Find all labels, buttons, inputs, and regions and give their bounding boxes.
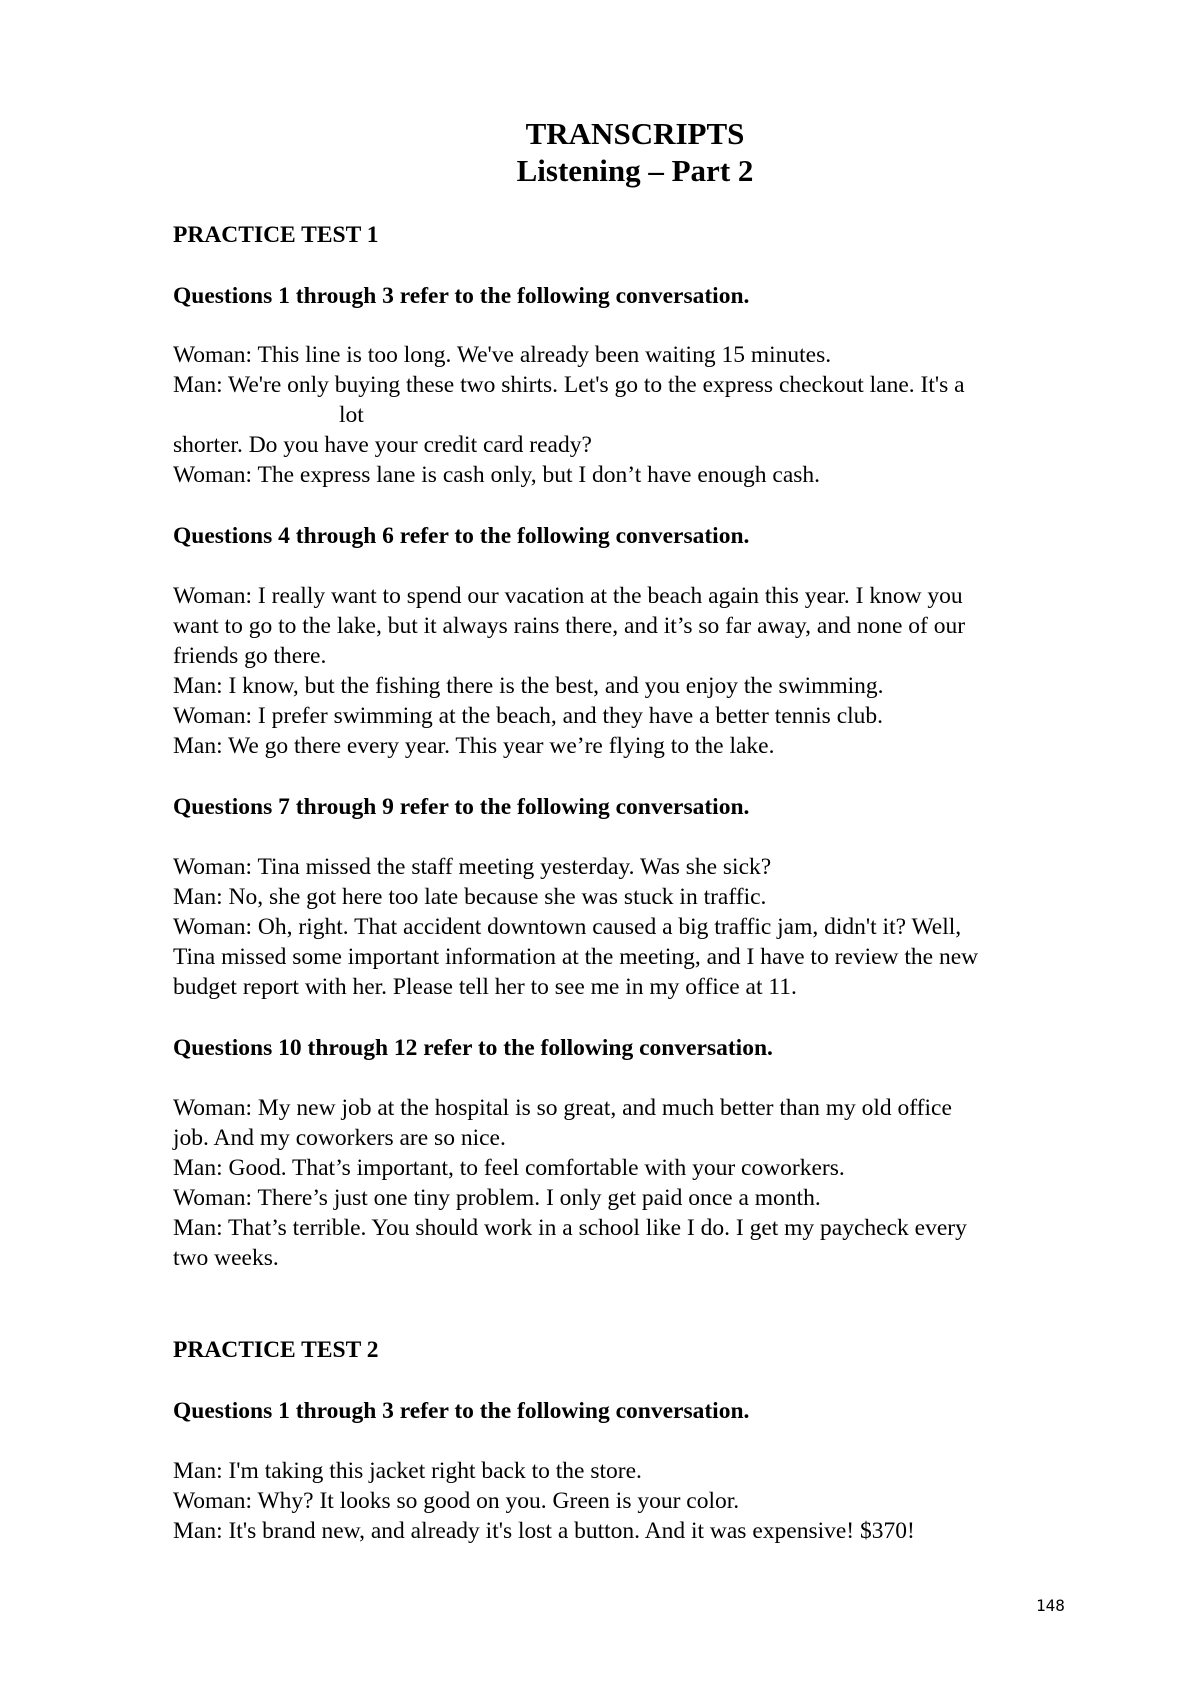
transcript-line-wrapped: lot [339, 402, 364, 428]
transcript-line: budget report with her. Please tell her to see me in my office at 11. [173, 974, 797, 1000]
transcript-line: Woman: Why? It looks so good on you. Green is your color. [173, 1488, 740, 1514]
transcript-line: Woman: There’s just one tiny problem. I only get paid once a month. [173, 1185, 821, 1211]
transcript-line: shorter. Do you have your credit card ready? [173, 432, 592, 458]
transcript-line: job. And my coworkers are so nice. [173, 1125, 506, 1151]
question-group-heading: Questions 1 through 3 refer to the following conversation. [173, 283, 750, 309]
transcript-line: Man: No, she got here too late because she was stuck in traffic. [173, 884, 767, 910]
transcript-line: Woman: My new job at the hospital is so great, and much better than my old office [173, 1095, 952, 1121]
transcript-line: want to go to the lake, but it always rains there, and it’s so far away, and none of our [173, 613, 966, 639]
transcript-line: Man: I know, but the fishing there is the best, and you enjoy the swimming. [173, 673, 884, 699]
transcript-line: Man: That’s terrible. You should work in a school like I do. I get my paycheck every [173, 1215, 967, 1241]
document-subtitle: Listening – Part 2 [516, 153, 754, 188]
transcript-line: Woman: Tina missed the staff meeting yesterday. Was she sick? [173, 854, 772, 880]
page-number: 148 [1036, 1596, 1065, 1615]
transcript-line: friends go there. [173, 643, 327, 669]
transcript-line: Woman: I prefer swimming at the beach, and they have a better tennis club. [173, 703, 884, 729]
question-group-heading: Questions 10 through 12 refer to the following conversation. [173, 1035, 773, 1061]
transcript-line: Man: We're only buying these two shirts. Let's go to the express checkout lane. It's a [173, 372, 965, 398]
question-group-heading: Questions 7 through 9 refer to the following conversation. [173, 794, 750, 820]
transcript-line: Woman: I really want to spend our vacation at the beach again this year. I know you [173, 583, 963, 609]
transcript-line: Woman: Oh, right. That accident downtown caused a big traffic jam, didn't it? Well, [173, 914, 962, 940]
transcript-line: Man: We go there every year. This year we’re flying to the lake. [173, 733, 775, 759]
transcript-line: Woman: This line is too long. We've already been waiting 15 minutes. [173, 342, 832, 368]
transcript-line: two weeks. [173, 1245, 279, 1271]
transcript-line: Man: It's brand new, and already it's lost a button. And it was expensive! $370! [173, 1518, 915, 1544]
question-group-heading: Questions 4 through 6 refer to the following conversation. [173, 523, 750, 549]
transcript-line: Tina missed some important information at the meeting, and I have to review the new [173, 944, 979, 970]
practice-test-1-title: PRACTICE TEST 1 [173, 222, 379, 248]
question-group-heading: Questions 1 through 3 refer to the following conversation. [173, 1398, 750, 1424]
document-title: TRANSCRIPTS [525, 116, 745, 151]
transcript-line: Man: Good. That’s important, to feel comfortable with your coworkers. [173, 1155, 845, 1181]
transcript-line: Woman: The express lane is cash only, but I don’t have enough cash. [173, 462, 821, 488]
practice-test-2-title: PRACTICE TEST 2 [173, 1337, 379, 1363]
transcript-line: Man: I'm taking this jacket right back to the store. [173, 1458, 642, 1484]
